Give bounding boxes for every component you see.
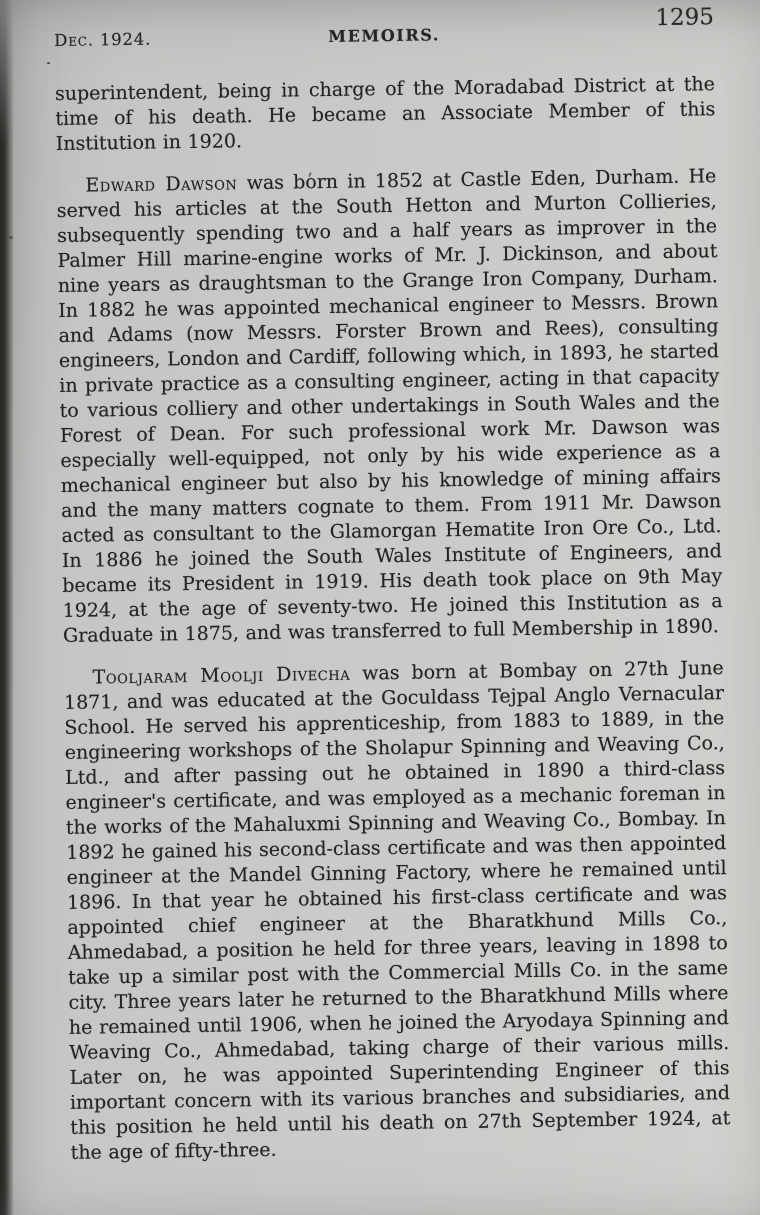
- ink-speck: [47, 62, 50, 64]
- page-content: [54, 4, 731, 1183]
- paragraph-text: superintendent, being in charge of the Moradabad District at the time of his death. He became an Associate Member of this Institution in 1920.: [54, 73, 716, 155]
- paragraph-text: was born in 1852 at Castle Eden, Durham. He served his articles at the South Hetton and Murton Collieries, subsequently spending two and a half years as improver in the Palmer Hill marine-engine works of Mr. J. Dickinson, and about nine years as draughtsman to the Grange Iron Company, Durham. In 1882 he was appointed mechanical engineer to Messrs. Brown and Adams (now Messrs. Forster Brown and Rees), consulting engineers, London and Cardiff, following which, in 1893, he started in private practice as a consulting engineer, acting in that capacity to various colliery and other undertakings in South Wales and the Forest of Dean. For such professional work Mr. Dawson was especially well-equipped, not only by his wide experience as a mechanical engineer but also by his knowledge of mining affairs and the many matters cognate to them. From 1911 Mr. Dawson acted as consultant to the Glamorgan Hematite Iron Ore Co., Ltd. In 1886 he joined the South Wales Institute of Engineers, and became its President in 1919. His death took place on 9th May 1924, at the age of seventy-two. He joined this Institution as a Graduate in 1875, and was transferred to full Membership in 1890.: [56, 165, 723, 647]
- page-header: [54, 4, 715, 52]
- memoir-subject-name: Edward Dawson: [85, 172, 238, 197]
- book-gutter-shadow: [0, 0, 14, 1215]
- page-title: MEMOIRS.: [328, 25, 441, 46]
- issue-date: Dec. 1924.: [54, 29, 152, 50]
- paragraph-text: was born at Bombay on 27th June 1871, and was educated at the Goculdass Tejpal Anglo Vernacular School. He served his apprenticeship, from 1883 to 1889, in the engineering workshops of the Sholapur Spinning and Weaving Co., Ltd., and after passing out he obtained in 1890 a third-class engineer's certificate, and was employed as a mechanic foreman in the works of the Mahaluxmi Spinning and Weaving Co., Bombay. In 1892 he gained his second-class certificate and was then appointed engineer at the Mandel Ginning Factory, where he remained until 1896. In that year he obtained his first-class certificate and was appointed chief engineer at the Bharatkhund Mills Co., Ahmedabad, a position he held for three years, leaving in 1898 to take up a similar post with the Commercial Mills Co. in the same city. Three years later he returned to the Bharatkhund Mills where he remained until 1906, when he joined the Aryodaya Spinning and Weaving Co., Ahmedabad, taking charge of their various mills. Later on, he was appointed Superintending Engineer of this important concern with its various branches and subsidiaries, and this position he held until his death on 27th September 1924, at the age of fifty-three.: [63, 657, 731, 1164]
- ink-speck: [9, 236, 13, 239]
- memoir-paragraph-continuation: [55, 72, 716, 157]
- memoir-subject-name: Tooljaram Moolji Divecha: [92, 662, 351, 689]
- memoir-paragraph-dawson: [56, 164, 723, 649]
- memoir-paragraph-divecha: [63, 656, 730, 1166]
- page-number: 1295: [655, 4, 715, 32]
